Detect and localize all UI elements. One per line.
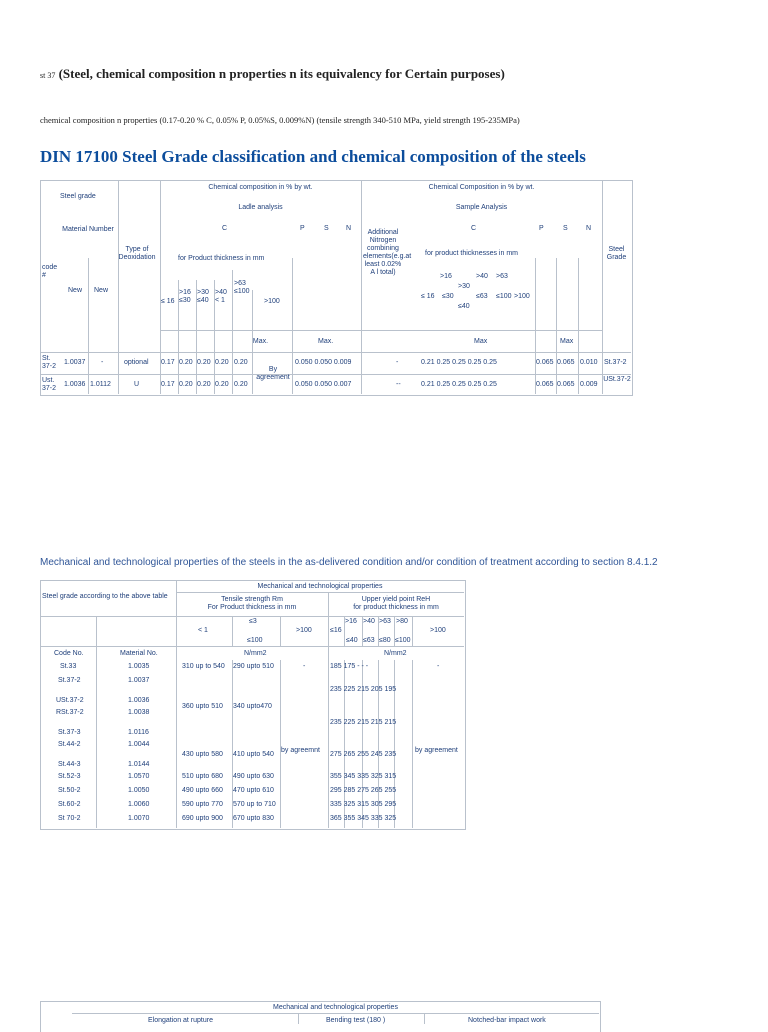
thk-r-gt100: >100 [514, 293, 530, 300]
t-col-le100: ≤100 [247, 637, 263, 644]
document-title [40, 66, 760, 82]
elongation-label: Elongation at rupture [148, 1017, 213, 1024]
thk-gt100: >100 [264, 298, 280, 305]
y-col-le63: ≤63 [363, 637, 375, 644]
max-label-3: Max [474, 338, 488, 345]
thk-r-63: >63 [496, 273, 508, 280]
code-label: code # [42, 264, 58, 279]
y-col-16: >16 [345, 618, 357, 625]
title-prefix: st 37 [40, 71, 56, 80]
thk-le16: ≤ 16 [161, 298, 175, 305]
bending-label: Bending test (180 ) [326, 1017, 386, 1024]
bottom-head: Mechanical and technological properties [273, 1004, 398, 1011]
material-number-label: Material Number [62, 226, 114, 233]
new-label-1: New [68, 287, 83, 294]
s-label-2: S [563, 225, 568, 232]
thk-r-30: >30 [458, 283, 470, 290]
thk-r-le63: ≤63 [476, 293, 488, 300]
mech-section-title: Mechanical and technological properties of the steels in the as-delivered condition and/or condition of treatment according to section 8.4.1.2 [40, 557, 658, 568]
max-label-1: Max. [252, 338, 269, 345]
thk-r-le100: ≤100 [496, 293, 512, 300]
yield-label: Upper yield point ReH [361, 596, 431, 603]
chem-sample-title: Chemical Composition in % by wt. [428, 184, 535, 191]
s-label-1: S [324, 225, 329, 232]
y-col-gt100: >100 [430, 627, 446, 634]
n-label-1: N [346, 225, 352, 232]
tensile-label: Tensile strength Rm [221, 596, 283, 603]
title-text: (Steel, chemical composition n properties n its equivalency for Certain purposes) [58, 66, 505, 81]
steel-grade-label: Steel grade [60, 193, 96, 200]
y-col-le40: ≤40 [346, 637, 358, 644]
max-label-4: Max [560, 338, 574, 345]
for-product-thicknesses: for product thicknesses in mm [425, 250, 518, 257]
nmm2-yield: N/mm2 [384, 650, 407, 657]
mech-head: Mechanical and technological properties [257, 583, 383, 590]
thk-r-16: >16 [440, 273, 452, 280]
y-col-le100: ≤100 [395, 637, 411, 644]
new-label-2: New [94, 287, 109, 294]
sample-analysis-label: Sample Analysis [455, 204, 508, 211]
yield-thk-label: for product thickness in mm [353, 604, 439, 611]
row-code: St.33 [60, 663, 77, 670]
y-col-le16: ≤16 [330, 627, 342, 634]
ladle-analysis-label: Ladle analysis [238, 204, 283, 211]
thk-r-le16: ≤ 16 [421, 293, 435, 300]
code-no-label: Code No. [54, 650, 84, 657]
thk-r-40: >40 [476, 273, 488, 280]
notched-label: Notched-bar impact work [468, 1017, 546, 1024]
material-no-label: Material No. [120, 650, 158, 657]
max-label-2: Max. [318, 338, 334, 345]
p-label-1: P [300, 225, 305, 232]
additional-nitrogen-label: Additional Nitrogen combining elements(e.g.at least 0.02% A l total) [363, 229, 412, 276]
steel-grade-ref: Steel grade according to the above table [42, 593, 168, 600]
chem-ladle-title: Chemical composition in % by wt. [208, 184, 313, 191]
thk-r-le40: ≤40 [458, 303, 470, 310]
row-mat: 1.0035 [128, 663, 150, 670]
thk-16-30: >16 ≤30 [179, 289, 191, 304]
n-label-2: N [586, 225, 592, 232]
carbon-label-2: C [471, 225, 477, 232]
y-col-40: >40 [363, 618, 375, 625]
tensile-thk-label: For Product thickness in mm [207, 604, 297, 611]
thk-r-le30: ≤30 [442, 293, 454, 300]
deoxidation-label: Type of Deoxidation [118, 246, 156, 261]
y-col-le80: ≤80 [379, 637, 391, 644]
thk-63-100: >63 ≤100 [234, 280, 250, 295]
y-col-80: >80 [396, 618, 408, 625]
nmm2-tensile: N/mm2 [244, 650, 267, 657]
steel-grade-right-label: Steel Grade [606, 246, 627, 261]
thk-40-1: >40 < 1 [215, 289, 227, 304]
thk-30-40: >30 ≤40 [197, 289, 209, 304]
t-col-gt100: >100 [296, 627, 312, 634]
for-product-thickness: for Product thickness in mm [178, 255, 265, 262]
t-col-lt1: < 1 [198, 627, 208, 634]
carbon-label-1: C [222, 225, 228, 232]
p-label-2: P [539, 225, 544, 232]
y-col-63: >63 [379, 618, 391, 625]
composition-summary: chemical composition n properties (0.17-0.20 % C, 0.05% P, 0.05%S, 0.009%N) (tensile strength 340-510 MPa, yield strength 195-235MPa) [40, 115, 520, 125]
din-heading: DIN 17100 Steel Grade classification and chemical composition of the steels [40, 147, 586, 166]
t-col-le3: ≤3 [249, 618, 257, 625]
